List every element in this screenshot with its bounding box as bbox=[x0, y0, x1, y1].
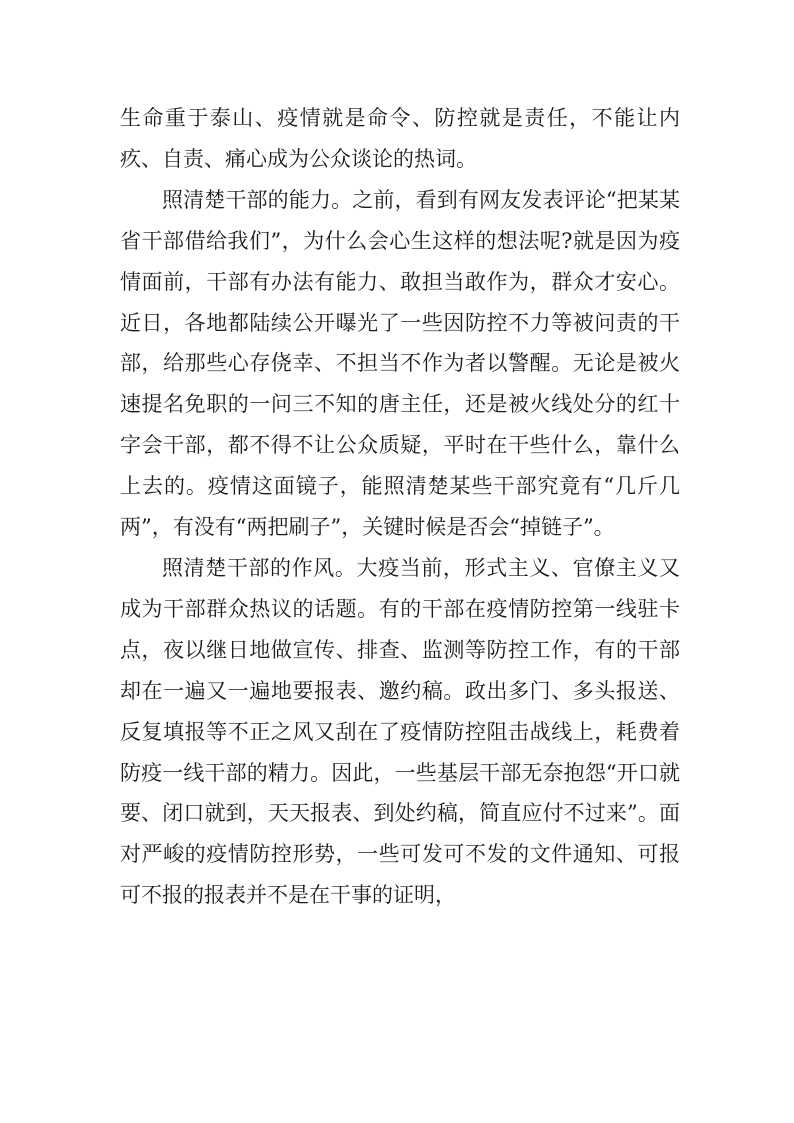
paragraph-1: 生命重于泰山、疫情就是命令、防控就是责任，不能让内疚、自责、痛心成为公众谈论的热词。 bbox=[120, 106, 680, 171]
document-body bbox=[120, 98, 680, 916]
paragraph-3: 照清楚干部的作风。大疫当前，形式主义、官僚主义又成为干部群众热议的话题。有的干部在疫情防控第一线驻卡点，夜以继日地做宣传、排查、监测等防控工作，有的干部却在一遍又一遍地要报表、邀约稿。政出多门、多头报送、反复填报等不正之风又刮在了疫情防控阻击战线上，耗费着防疫一线干部的精力。因此，一些基层干部无奈抱怨“开口就要、闭口就到，天天报表、到处约稿，简直应付不过来”。面对严峻的疫情防控形势，一些可发可不发的文件通知、可报可不报的报表并不是在干事的证明， bbox=[120, 555, 680, 908]
paragraph-2: 照清楚干部的能力。之前，看到有网友发表评论“把某某省干部借给我们”，为什么会心生这样的想法呢?就是因为疫情面前，干部有办法有能力、敢担当敢作为，群众才安心。近日，各地都陆续公开曝光了一些因防控不力等被问责的干部，给那些心存侥幸、不担当不作为者以警醒。无论是被火速提名免职的一问三不知的唐主任，还是被火线处分的红十字会干部，都不得不让公众质疑，平时在干些什么，靠什么上去的。疫情这面镜子，能照清楚某些干部究竟有“几斤几两”，有没有“两把刷子”，关键时候是否会“掉链子”。 bbox=[120, 187, 680, 540]
